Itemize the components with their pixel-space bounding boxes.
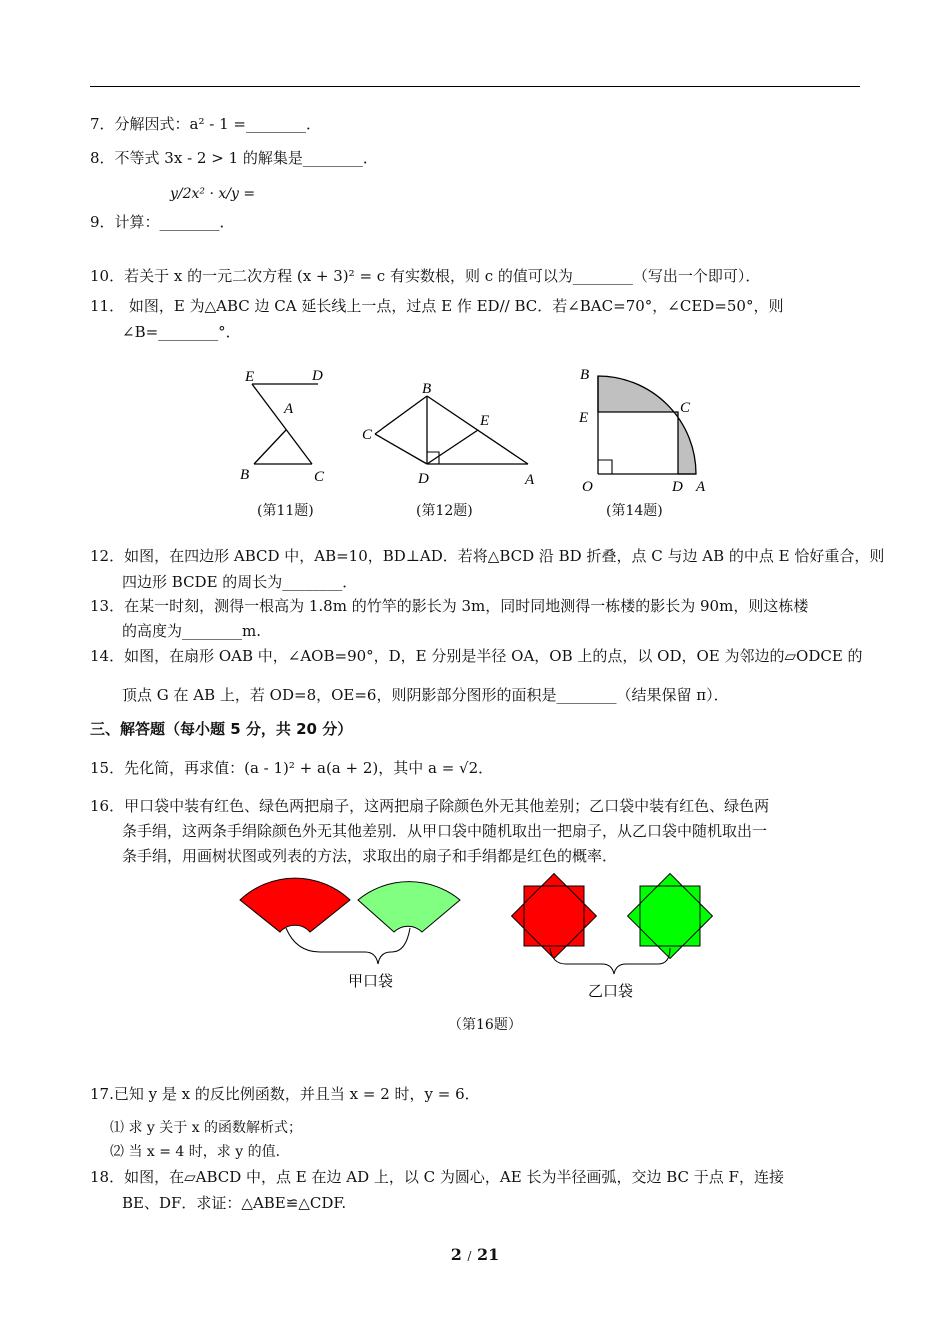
- figure-11: [230, 364, 340, 494]
- question-9-expression: y/2x² · x/y =: [170, 186, 256, 202]
- header-rule: [90, 86, 860, 87]
- bag-a-label: 甲口袋: [348, 972, 394, 990]
- label-B: B: [240, 467, 250, 483]
- question-16-line1: 16．甲口袋中装有红色、绿色两把扇子，这两把扇子除颜色外无其他差别；乙口袋中装有红色、绿色两: [90, 797, 770, 815]
- label-B: B: [580, 367, 590, 383]
- green-fan: [358, 882, 460, 932]
- question-12-line1: 12．如图，在四边形 ABCD 中，AB=10，BD⊥AD．若将△BCD 沿 BD 折叠，点 C 与边 AB 的中点 E 恰好重合，则: [90, 547, 885, 565]
- page-current: 2: [450, 1245, 462, 1264]
- label-C: C: [362, 427, 373, 443]
- question-13-line2: 的高度为________m.: [122, 622, 261, 640]
- label-E: E: [579, 410, 589, 426]
- label-D: D: [312, 368, 323, 384]
- label-A: A: [525, 472, 535, 488]
- caption-fig12: (第12题): [416, 503, 473, 519]
- label-D: D: [418, 471, 429, 487]
- question-11-line1: 11． 如图，E 为△ABC 边 CA 延长线上一点，过点 E 作 ED// BC．若∠BAC=70°，∠CED=50°，则: [90, 297, 784, 315]
- question-13-line1: 13．在某一时刻，测得一根高为 1.8m 的竹竿的影长为 3m，同时同地测得一栋楼的影长为 90m，则这栋楼: [90, 597, 809, 615]
- section-3-heading: 三、解答题（每小题 5 分，共 20 分）: [90, 720, 353, 738]
- page-separator: /: [467, 1249, 472, 1263]
- label-A: A: [696, 479, 706, 495]
- question-12-line2: 四边形 BCDE 的周长为________．: [122, 573, 358, 591]
- bag-b-label: 乙口袋: [588, 982, 634, 1000]
- question-16-line2: 条手绢，这两条手绢除颜色外无其他差别．从甲口袋中随机取出一把扇子，从乙口袋中随机取出一: [122, 822, 768, 840]
- label-C: C: [680, 400, 691, 416]
- figure-14: [576, 362, 716, 497]
- question-7: 7．分解因式：a² - 1 =________．: [90, 115, 321, 133]
- question-17-part2: ⑵ 当 x = 4 时，求 y 的值．: [110, 1144, 290, 1160]
- question-17-part1: ⑴ 求 y 关于 x 的函数解析式；: [110, 1120, 303, 1136]
- label-D: D: [672, 479, 683, 495]
- page-number: [0, 1245, 950, 1264]
- caption-fig16: （第16题）: [448, 1017, 522, 1033]
- red-fan: [240, 878, 350, 932]
- question-10: 10．若关于 x 的一元二次方程 (x + 3)² = c 有实数根，则 c 的值可以为________（写出一个即可）．: [90, 267, 761, 285]
- question-18-line1: 18．如图，在▱ABCD 中，点 E 在边 AD 上，以 C 为圆心，AE 长为半径画弧，交边 BC 于点 F，连接: [90, 1168, 784, 1186]
- question-8: 8．不等式 3x - 2 > 1 的解集是________．: [90, 149, 378, 167]
- question-15: 15．先化简，再求值：(a - 1)² + a(a + 2)，其中 a = √2．: [90, 759, 494, 777]
- question-14-line1: 14．如图，在扇形 OAB 中，∠AOB=90°，D，E 分别是半径 OA，OB 上的点，以 OD，OE 为邻边的▱ODCE 的: [90, 647, 863, 665]
- label-B: B: [422, 381, 432, 397]
- label-C: C: [314, 469, 325, 485]
- caption-fig11: (第11题): [257, 503, 314, 519]
- question-17: 17.已知 y 是 x 的反比例函数，并且当 x = 2 时，y = 6．: [90, 1085, 480, 1103]
- question-11-line2: ∠B=________°．: [122, 323, 241, 341]
- question-18-line2: BE、DF．求证：△ABE≌△CDF.: [122, 1194, 347, 1212]
- label-E: E: [480, 413, 490, 429]
- label-O: O: [582, 479, 593, 495]
- page-total: 21: [477, 1245, 500, 1264]
- label-E: E: [245, 369, 255, 385]
- figure-12: [360, 376, 550, 496]
- label-A: A: [284, 401, 294, 417]
- figure-16: [230, 870, 730, 1010]
- caption-fig14: (第14题): [606, 503, 663, 519]
- question-9: 9．计算：________．: [90, 213, 235, 231]
- question-14-line2: 顶点 G 在 AB 上，若 OD=8，OE=6，则阴影部分图形的面积是________（结果保留 π）．: [122, 686, 729, 704]
- question-16-line3: 条手绢，用画树状图或列表的方法，求取出的扇子和手绢都是红色的概率．: [122, 847, 618, 865]
